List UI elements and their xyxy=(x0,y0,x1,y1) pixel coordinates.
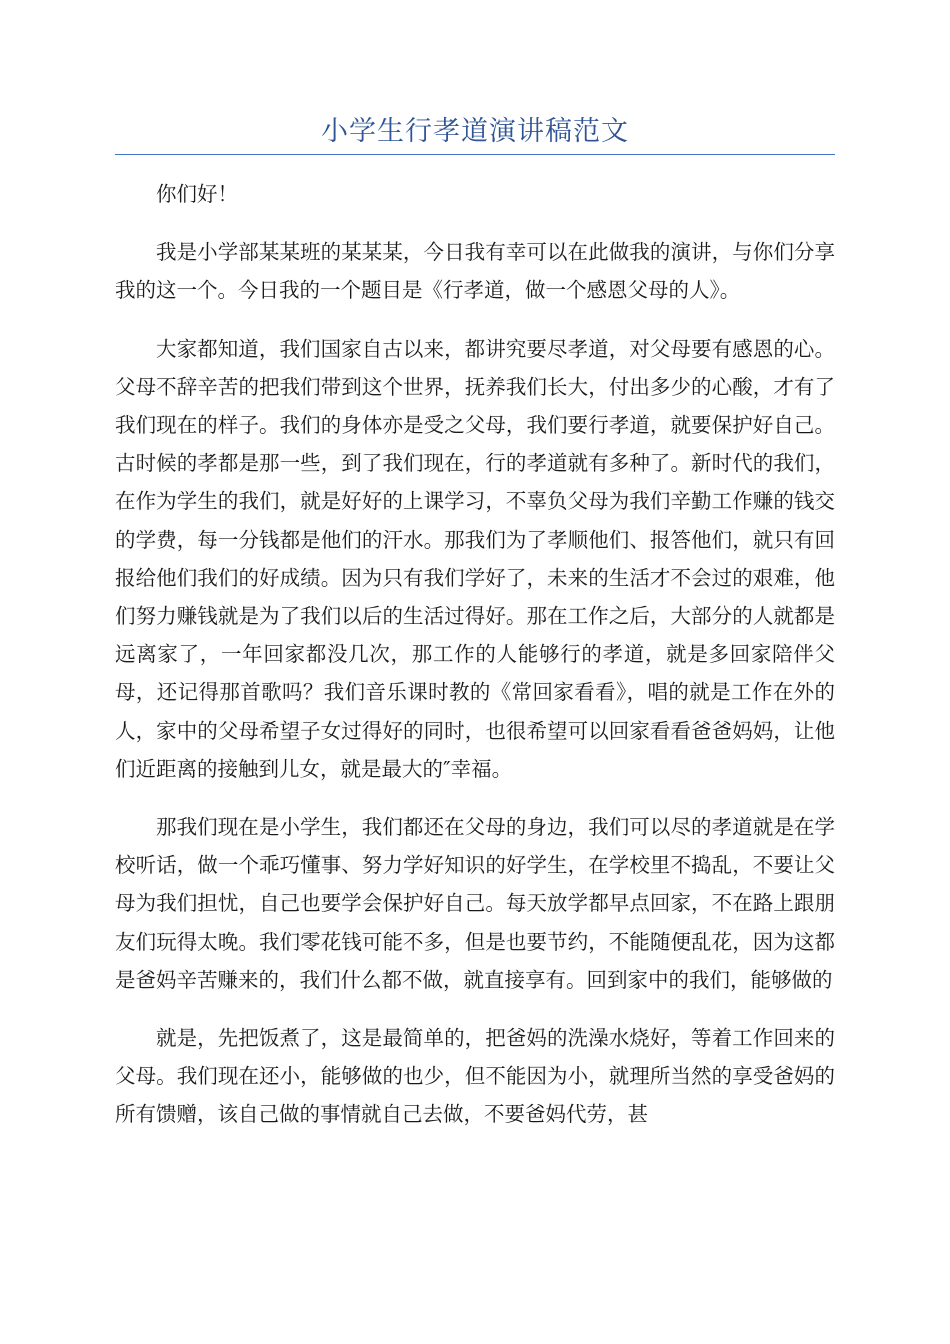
paragraph-greeting: 你们好！ xyxy=(156,182,238,206)
paragraph-home-chores: 就是，先把饭煮了，这是最简单的，把爸妈的洗澡水烧好，等着工作回来的父母。我们现在还小，能够做的也少，但不能因为小，就理所当然的享受爸妈的所有馈赠，该自己做的事情就自己去做，不要爸妈代劳，甚 xyxy=(115,1026,835,1127)
paragraph-introduction: 我是小学部某某班的某某某，今日我有幸可以在此做我的演讲，与你们分享我的这一个。今日我的一个题目是《行孝道，做一个感恩父母的人》。 xyxy=(115,240,835,303)
document-title: 小学生行孝道演讲稿范文 xyxy=(321,116,629,147)
document-body xyxy=(115,175,835,1154)
paragraph-student-duties: 那我们现在是小学生，我们都还在父母的身边，我们可以尽的孝道就是在学校听话，做一个乖巧懂事、努力学好知识的好学生，在学校里不捣乱，不要让父母为我们担忧，自己也要学会保护好自己。每天放学都早点回家，不在路上跟朋友们玩得太晚。我们零花钱可能不多，但是也要节约，不能随便乱花，因为这都是爸妈辛苦赚来的，我们什么都不做，就直接享有。回到家中的我们，能够做的 xyxy=(115,815,835,992)
title-underline xyxy=(115,154,835,155)
paragraph-filial-piety-history: 大家都知道，我们国家自古以来，都讲究要尽孝道，对父母要有感恩的心。父母不辞辛苦的把我们带到这个世界，抚养我们长大，付出多少的心酸，才有了我们现在的样子。我们的身体亦是受之父母，我们要行孝道，就要保护好自己。古时候的孝都是那一些，到了我们现在，行的孝道就有多种了。新时代的我们，在作为学生的我们，就是好好的上课学习，不辜负父母为我们辛勤工作赚的钱交的学费，每一分钱都是他们的汗水。那我们为了孝顺他们、报答他们，就只有回报给他们我们的好成绩。因为只有我们学好了，未来的生活才不会过的艰难，他们努力赚钱就是为了我们以后的生活过得好。那在工作之后，大部分的人就都是远离家了，一年回家都没几次，那工作的人能够行的孝道，就是多回家陪伴父母，还记得那首歌吗？我们音乐课时教的《常回家看看》，唱的就是工作在外的人，家中的父母希望子女过得好的同时，也很希望可以回家看看爸爸妈妈，让他们近距离的接触到儿女，就是最大的″幸福。 xyxy=(115,336,835,781)
